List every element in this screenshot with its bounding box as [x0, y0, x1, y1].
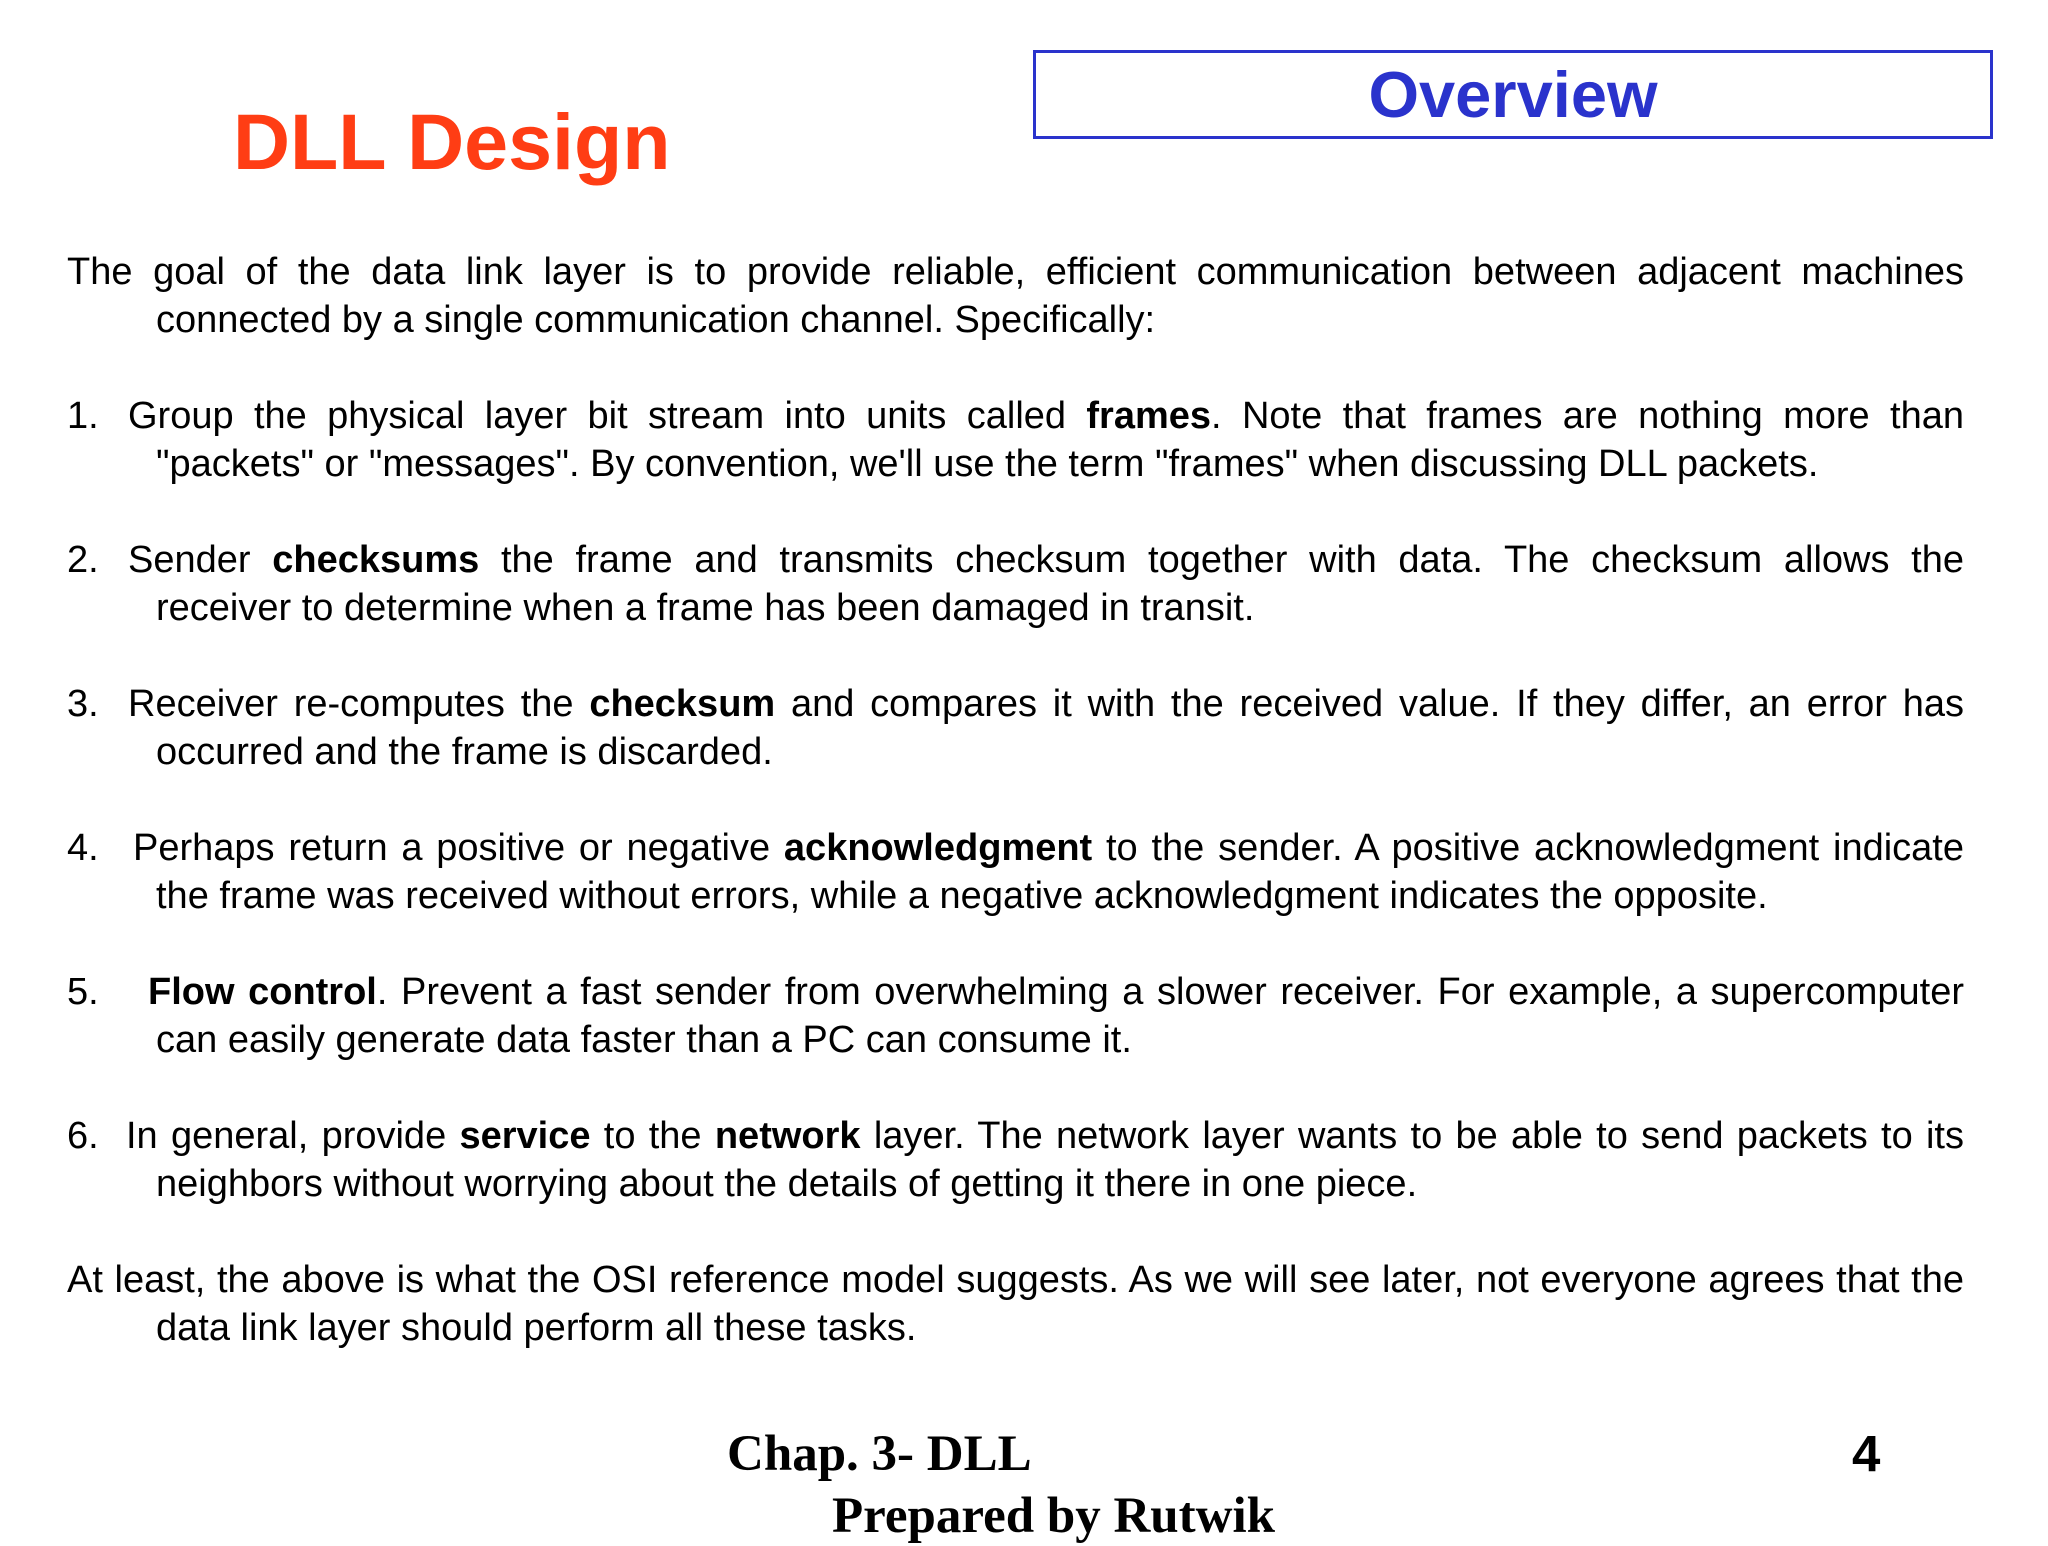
list-item-3	[67, 680, 1964, 776]
item-text: to the	[590, 1115, 715, 1157]
item-text: In general, provide	[126, 1115, 460, 1157]
footer-chapter: Chap. 3- DLL	[727, 1426, 1032, 1482]
item-text: . Prevent a fast sender from overwhelming a slower receiver. For example, a supercomputer can easily generate data faster than a PC can consume it.	[156, 971, 1964, 1061]
item-number: 2.	[67, 539, 99, 581]
item-number: 5.	[67, 971, 99, 1013]
item-number: 4.	[67, 827, 99, 869]
item-text: the frame and transmits checksum together with data. The checksum allows the receiver to determine when a frame has been damaged in transit.	[156, 539, 1965, 629]
item-keyword: service	[459, 1115, 591, 1157]
item-number: 3.	[67, 683, 99, 725]
item-text: Receiver re-computes the	[128, 683, 590, 725]
item-keyword: Flow control	[148, 971, 377, 1013]
item-text: to the sender. A positive acknowledgment indicate the frame was received without errors, while a negative acknowledgment indicates the opposite.	[156, 827, 1964, 917]
item-keyword: acknowledgment	[783, 827, 1093, 869]
list-item-2	[67, 536, 1964, 632]
conclusion-text: At least, the above is what the OSI reference model suggests. As we will see later, not everyone agrees that the data link layer should perform all these tasks.	[67, 1259, 1964, 1349]
list-item-5	[67, 968, 1964, 1064]
item-text: Group the physical layer bit stream into units called	[128, 395, 1087, 437]
section-label: Overview	[1368, 58, 1658, 131]
intro-text: The goal of the data link layer is to provide reliable, efficient communication between adjacent machines connected by a single communication channel. Specifically:	[67, 251, 1964, 341]
item-text: Sender	[128, 539, 273, 581]
item-keyword: network	[714, 1115, 861, 1157]
list-item-4	[67, 824, 1964, 920]
item-text: and compares it with the received value. If they differ, an error has occurred and the frame is discarded.	[156, 683, 1964, 773]
item-number: 1.	[67, 395, 99, 437]
item-text: . Note that frames are nothing more than "packets" or "messages". By convention, we'll use the term "frames" when discussing DLL packets.	[156, 395, 1964, 485]
item-keyword: checksums	[272, 539, 480, 581]
slide-title: DLL Design	[233, 97, 671, 186]
list-item-6	[67, 1112, 1964, 1208]
intro-paragraph	[67, 248, 1964, 344]
slide-content	[67, 248, 1964, 1352]
footer-prepared-by: Prepared by Rutwik	[832, 1488, 1275, 1544]
list-item-1	[67, 392, 1964, 488]
item-number: 6.	[67, 1115, 99, 1157]
item-text: Perhaps return a positive or negative	[133, 827, 784, 869]
item-keyword: checksum	[589, 683, 776, 725]
page-number: 4	[1852, 1425, 1881, 1482]
item-keyword: frames	[1086, 395, 1212, 437]
section-box	[1033, 50, 1993, 139]
conclusion-paragraph	[67, 1256, 1964, 1352]
item-text: layer. The network layer wants to be able to send packets to its neighbors without worrying about the details of getting it there in one piece.	[156, 1115, 1964, 1205]
